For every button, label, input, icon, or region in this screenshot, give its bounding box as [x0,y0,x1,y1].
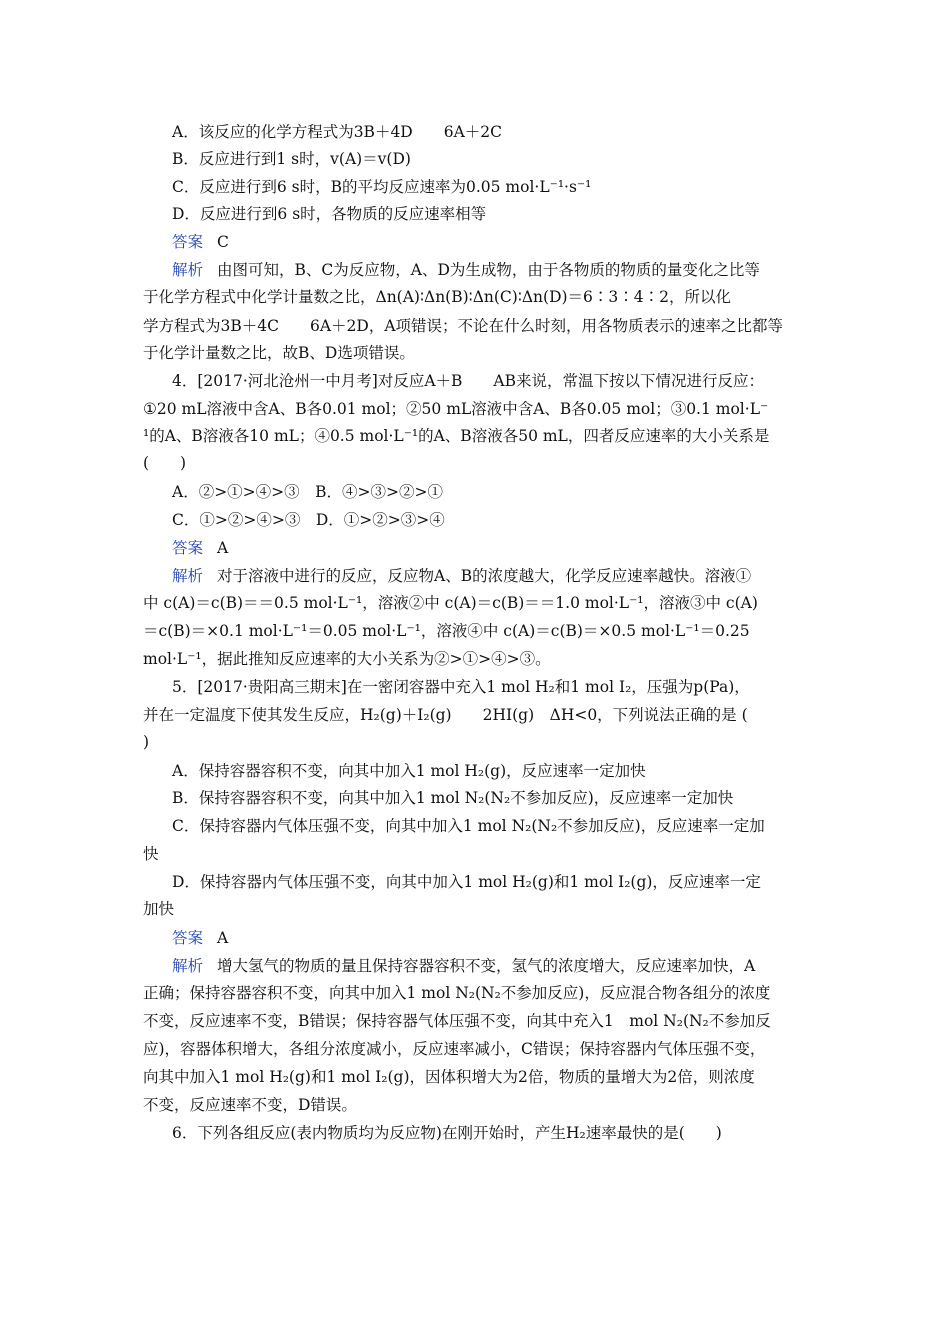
text-line [143,286,813,308]
answer-label: 答案 [172,929,204,947]
text-line [143,1066,813,1088]
text-line [143,342,813,364]
answer-label: 答案 [172,233,204,251]
text-line [143,1010,813,1032]
line-text: ( ) [143,454,187,472]
line-text: ①20 mL溶液中含A、B各0.01 mol；②50 mL溶液中含A、B各0.05 mol；③0.1 mol·L⁻ [143,400,769,418]
line-text: 5．[2017·贵阳高三期末]在一密闭容器中充入1 mol H₂和1 mol I₂，压强为p(Pa)， [172,678,750,696]
line-text: 应)，容器体积增大，各组分浓度减小，反应速率减小，C错误；保持容器内气体压强不变， [143,1040,766,1058]
line-text: mol·L⁻¹，据此推知反应速率的大小关系为②>①>④>③。 [143,650,551,668]
text-line [172,481,842,503]
text-line [172,565,842,587]
line-text: A．保持容器容积不变，向其中加入1 mol H₂(g)，反应速率一定加快 [172,762,646,780]
line-text: C [217,233,229,251]
text-line [143,704,813,726]
line-text: D．反应进行到6 s时，各物质的反应速率相等 [172,205,487,223]
text-line [143,731,813,753]
text-line [172,815,842,837]
text-line [172,121,842,143]
line-text: 向其中加入1 mol H₂(g)和1 mol I₂(g)，因体积增大为2倍，物质的量增大为2倍，则浓度 [143,1068,755,1086]
line-text: C．①>②>④>③ D．①>②>③>④ [172,511,445,529]
line-text: 增大氢气的物质的量且保持容器容积不变，氢气的浓度增大，反应速率加快，A [217,957,756,975]
line-text: 学方程式为3B＋4C 6A＋2D，A项错误；不论在什么时刻，用各物质表示的速率之比都等 [143,317,784,335]
line-text: B．反应进行到1 s时，v(A)＝v(D) [172,150,411,168]
line-text: A．该反应的化学方程式为3B＋4D 6A＋2C [172,123,503,141]
line-text: C．保持容器内气体压强不变，向其中加入1 mol N₂(N₂不参加反应)，反应速率一定加 [172,817,765,835]
text-line [143,843,813,865]
text-line [172,537,842,559]
text-line [143,315,813,337]
line-text: ¹的A、B溶液各10 mL；④0.5 mol·L⁻¹的A、B溶液各50 mL，四者反应速率的大小关系是 [143,427,770,445]
line-text: A．②>①>④>③ B．④>③>②>① [172,483,444,501]
text-line [172,676,842,698]
line-text: 于化学方程式中化学计量数之比，Δn(A)∶Δn(B)∶Δn(C)∶Δn(D)＝6∶3∶4∶2，所以化 [143,288,732,306]
text-line [143,398,813,420]
line-text: 中 c(A)＝c(B)＝＝0.5 mol·L⁻¹，溶液②中 c(A)＝c(B)＝＝1.0 mol·L⁻¹，溶液③中 c(A) [143,594,758,612]
line-text: ＝c(B)＝×0.1 mol·L⁻¹＝0.05 mol·L⁻¹，溶液④中 c(A)＝c(B)＝×0.5 mol·L⁻¹＝0.25 [143,622,750,640]
text-line [172,176,842,198]
text-line [172,871,842,893]
line-text: C．反应进行到6 s时，B的平均反应速率为0.05 mol·L⁻¹·s⁻¹ [172,178,592,196]
text-line [172,1122,842,1144]
text-line [172,370,842,392]
text-line [172,955,842,977]
text-line [143,452,813,474]
text-line [143,982,813,1004]
text-line [143,898,813,920]
analysis-label: 解析 [172,261,204,279]
line-text: B．保持容器容积不变，向其中加入1 mol N₂(N₂不参加反应)，反应速率一定加快 [172,789,734,807]
text-line [172,787,842,809]
line-text: A [217,539,229,557]
answer-label: 答案 [172,539,204,557]
text-line [172,148,842,170]
text-line [172,927,842,949]
line-text: 快 [143,845,159,863]
text-line [143,620,813,642]
text-line [172,203,842,225]
text-line [143,425,813,447]
analysis-label: 解析 [172,957,204,975]
line-text: 正确；保持容器容积不变，向其中加入1 mol N₂(N₂不参加反应)，反应混合物各组分的浓度 [143,984,771,1002]
text-line [143,1038,813,1060]
line-text: 不变，反应速率不变，B错误；保持容器气体压强不变，向其中充入1 mol N₂(N₂不参加反 [143,1012,771,1030]
text-line [172,760,842,782]
text-line [143,1094,813,1116]
analysis-label: 解析 [172,567,204,585]
line-text: A [217,929,229,947]
text-line [143,592,813,614]
text-line [172,259,842,281]
line-text: D．保持容器内气体压强不变，向其中加入1 mol H₂(g)和1 mol I₂(g)，反应速率一定 [172,873,761,891]
line-text: 不变，反应速率不变，D错误。 [143,1096,357,1114]
line-text: 由图可知，B、C为反应物，A、D为生成物，由于各物质的物质的量变化之比等 [217,261,760,279]
line-text: 加快 [143,900,175,918]
line-text: 于化学计量数之比，故B、D选项错误。 [143,344,415,362]
text-line [172,231,842,253]
text-line [172,509,842,531]
line-text: ) [143,733,150,751]
line-text: 对于溶液中进行的反应，反应物A、B的浓度越大，化学反应速率越快。溶液① [217,567,752,585]
line-text: 6．下列各组反应(表内物质均为反应物)在刚开始时，产生H₂速率最快的是( ) [172,1124,722,1142]
line-text: 4．[2017·河北沧州一中月考]对反应A＋B AB来说，常温下按以下情况进行反应： [172,372,764,390]
text-line [143,648,813,670]
line-text: 并在一定温度下使其发生反应，H₂(g)＋I₂(g) 2HI(g) ΔH<0，下列说法正确的是 ( [143,706,748,724]
